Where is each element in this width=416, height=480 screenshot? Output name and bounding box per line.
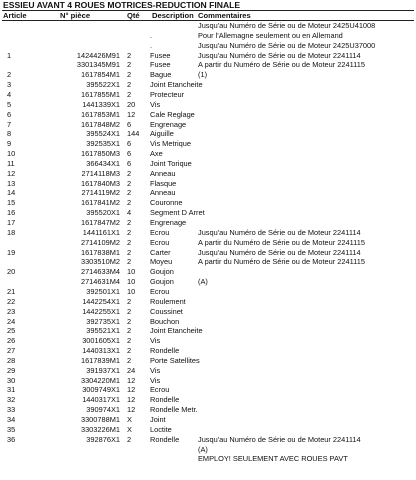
description-cell: Fusee [150,50,171,60]
article-cell: 36 [7,434,16,444]
description-cell: Rondelle Metr. [150,405,198,415]
part-number-cell: 391937X1 [86,365,120,375]
quantity-cell: 12 [127,375,136,385]
quantity-cell: 2 [127,247,132,257]
comment-cell: A partir du Numéro de Série ou de Moteur 2241115 [198,60,365,70]
part-number-cell: 395520X1 [86,208,120,218]
description-cell: Vis [150,99,161,109]
description-cell: Rondelle [150,434,180,444]
part-number-cell: 1442255X1 [82,306,120,316]
description-cell: Joint Torique [150,158,192,168]
part-number-cell: 3300788M1 [80,415,120,424]
quantity-cell: 2 [127,50,132,60]
quantity-cell: 6 [127,119,132,129]
quantity-cell: 2 [127,336,132,346]
article-cell: 5 [7,99,12,109]
quantity-cell: 6 [127,149,132,158]
part-number-cell: 3009749X1 [82,385,120,395]
quantity-cell: 12 [127,395,136,405]
quantity-cell: 2 [127,168,132,178]
part-number-cell: 1617854M1 [80,70,120,80]
article-cell: 24 [7,316,16,326]
part-number-cell: 1424426M91 [76,50,120,60]
article-cell: 12 [7,168,16,178]
quantity-cell: 2 [127,198,132,208]
comment-cell: (1) [198,70,208,80]
article-cell: 10 [7,149,16,158]
article-cell: 6 [7,109,12,119]
quantity-cell: 20 [127,99,136,109]
article-cell: 18 [7,227,16,237]
part-number-cell: 395522X1 [86,80,120,90]
part-number-cell: 366434X1 [86,158,120,168]
quantity-cell: 24 [127,365,136,375]
article-cell: 33 [7,405,16,415]
quantity-cell: 2 [127,188,132,198]
description-cell: Joint Etancheite [150,80,203,90]
article-cell: 9 [7,139,12,149]
comment-cell: EMPLOY! SEULEMENT AVEC ROUES PAVT [198,454,348,464]
part-number-cell: 2714633M4 [80,267,120,277]
part-number-cell: 1440317X1 [82,395,120,405]
description-cell: Axe [150,149,163,158]
description-cell: Rondelle [150,395,180,405]
part-number-cell: 1617838M1 [80,247,120,257]
column-header-article: Article [3,11,27,20]
part-number-cell: 390974X1 [86,405,120,415]
article-cell: 19 [7,247,16,257]
quantity-cell: 2 [127,60,132,70]
part-number-cell: 1441161X1 [82,227,120,237]
quantity-cell: X [127,424,132,434]
document-title: ESSIEU AVANT 4 ROUES MOTRICES-REDUCTION FINALE [3,0,241,10]
part-number-cell: 392535X1 [86,139,120,149]
quantity-cell: 2 [127,346,132,356]
quantity-cell: 10 [127,286,136,296]
part-number-cell: 3304220M1 [80,375,120,385]
quantity-cell: 6 [127,158,132,168]
part-number-cell: 395524X1 [86,129,120,139]
description-cell: Vis Metrique [150,139,191,149]
description-cell: Roulement [150,296,186,306]
quantity-cell: 12 [127,109,136,119]
description-cell: . [150,30,153,40]
description-cell: Moyeu [150,257,173,267]
quantity-cell: 12 [127,405,136,415]
comment-cell: Jusqu'au Numéro de Série ou de Moteur 2241114 [198,247,361,257]
article-cell: 31 [7,385,16,395]
quantity-cell: 144 [127,129,140,139]
description-cell: Protecteur [150,90,185,99]
article-cell: 23 [7,306,16,316]
article-cell: 16 [7,208,16,218]
column-header-description: Description [152,11,194,20]
part-number-cell: 392501X1 [86,286,120,296]
description-cell: Ecrou [150,237,170,247]
description-cell: Rondelle [150,346,180,356]
quantity-cell: 2 [127,316,132,326]
description-cell: Anneau [150,168,176,178]
article-cell: 4 [7,90,12,99]
part-number-cell: 1617850M3 [80,149,120,158]
part-number-cell: 3303510M2 [80,257,120,267]
article-cell: 2 [7,70,12,80]
article-cell: 13 [7,178,16,188]
quantity-cell: 10 [127,267,136,277]
quantity-cell: 12 [127,385,136,395]
comment-cell: (A) [198,277,208,287]
quantity-cell: 2 [127,326,132,336]
part-number-cell: 3301345M91 [76,60,120,70]
article-cell: 25 [7,326,16,336]
description-cell: Goujon [150,267,174,277]
description-cell: Bouchon [150,316,180,326]
description-cell: Carter [150,247,171,257]
quantity-cell: X [127,415,132,424]
quantity-cell: 2 [127,355,132,365]
part-number-cell: 3001605X1 [82,336,120,346]
quantity-cell: 2 [127,237,132,247]
quantity-cell: 2 [127,306,132,316]
description-cell: Couronne [150,198,183,208]
description-cell: Ecrou [150,286,170,296]
quantity-cell: 6 [127,139,132,149]
article-cell: 28 [7,355,16,365]
part-number-cell: 1617853M1 [80,109,120,119]
quantity-cell: 4 [127,208,132,218]
description-cell: Anneau [150,188,176,198]
comment-cell: Jusqu'au Numéro de Série ou de Moteur 2241114 [198,50,361,60]
description-cell: Engrenage [150,119,187,129]
quantity-cell: 2 [127,227,132,237]
comment-cell: A partir du Numéro de Série ou de Moteur 2241115 [198,237,365,247]
description-cell: . [150,40,153,50]
description-cell: Engrenage [150,218,187,227]
part-number-cell: 1617847M2 [80,218,120,227]
part-number-cell: 2714119M2 [81,188,120,198]
quantity-cell: 2 [127,218,132,227]
description-cell: Cale Reglage [150,109,195,119]
article-cell: 30 [7,375,16,385]
article-cell: 15 [7,198,16,208]
part-number-cell: 2714109M2 [80,237,120,247]
part-number-cell: 392876X1 [86,434,120,444]
part-number-cell: 1617839M1 [80,355,120,365]
quantity-cell: 2 [127,178,132,188]
quantity-cell: 2 [127,70,132,80]
description-cell: Ecrou [150,385,170,395]
article-cell: 26 [7,336,16,346]
description-cell: Joint [150,415,166,424]
part-number-cell: 1441339X1 [82,99,120,109]
article-cell: 3 [7,80,12,90]
quantity-cell: 2 [127,80,132,90]
description-cell: Goujon [150,277,174,287]
comment-cell: A partir du Numéro de Série ou de Moteur 2241115 [198,257,365,267]
article-cell: 35 [7,424,16,434]
part-number-cell: 1440313X1 [82,346,120,356]
article-cell: 20 [7,267,16,277]
description-cell: Joint Etancheite [150,326,203,336]
comment-cell: Pour l'Allemagne seulement ou en Allemand [198,30,343,40]
part-number-cell: 1617840M3 [80,178,120,188]
article-cell: 34 [7,415,16,424]
description-cell: Vis [150,336,161,346]
description-cell: Vis [150,375,161,385]
quantity-cell: 2 [127,257,132,267]
description-cell: Vis [150,365,161,375]
quantity-cell: 2 [127,296,132,306]
article-cell: 29 [7,365,16,375]
column-header-quantity: Qté [127,11,140,20]
quantity-cell: 2 [127,434,132,444]
description-cell: Bague [150,70,172,80]
article-cell: 27 [7,346,16,356]
description-cell: Segment D Arret [150,208,205,218]
comment-cell: Jusqu'au Numéro de Série ou de Moteur 2425U41008 [198,21,376,30]
article-cell: 21 [7,286,16,296]
part-number-cell: 2714118M3 [81,168,120,178]
part-number-cell: 1617848M2 [80,119,120,129]
article-cell: 1 [7,50,12,60]
article-cell: 32 [7,395,16,405]
comment-cell: Jusqu'au Numéro de Série ou de Moteur 2241114 [198,227,361,237]
description-cell: Fusee [150,60,171,70]
comment-cell: Jusqu'au Numéro de Série ou de Moteur 2241114 [198,434,361,444]
column-header-part-number: N° pièce [60,11,91,20]
comment-cell: (A) [198,444,208,454]
article-cell: 7 [7,119,12,129]
quantity-cell: 2 [127,90,132,99]
description-cell: Coussinet [150,306,183,316]
article-cell: 17 [7,218,16,227]
description-cell: Porte Satellites [150,355,200,365]
column-header-comments: Commentaires [198,11,251,20]
article-cell: 11 [7,158,15,168]
part-number-cell: 2714631M4 [80,277,120,287]
part-number-cell: 3303226M1 [80,424,120,434]
description-cell: Ecrou [150,227,170,237]
description-cell: Flasque [150,178,177,188]
part-number-cell: 1442254X1 [82,296,120,306]
part-number-cell: 392735X1 [86,316,120,326]
part-number-cell: 1617855M1 [80,90,120,99]
article-cell: 14 [7,188,16,198]
comment-cell: Jusqu'au Numéro de Série ou de Moteur 2425U37000 [198,40,376,50]
description-cell: Aiguille [150,129,174,139]
part-number-cell: 1617841M2 [80,198,120,208]
quantity-cell: 10 [127,277,136,287]
article-cell: 8 [7,129,12,139]
description-cell: Loctite [150,424,172,434]
article-cell: 22 [7,296,16,306]
part-number-cell: 395521X1 [86,326,120,336]
